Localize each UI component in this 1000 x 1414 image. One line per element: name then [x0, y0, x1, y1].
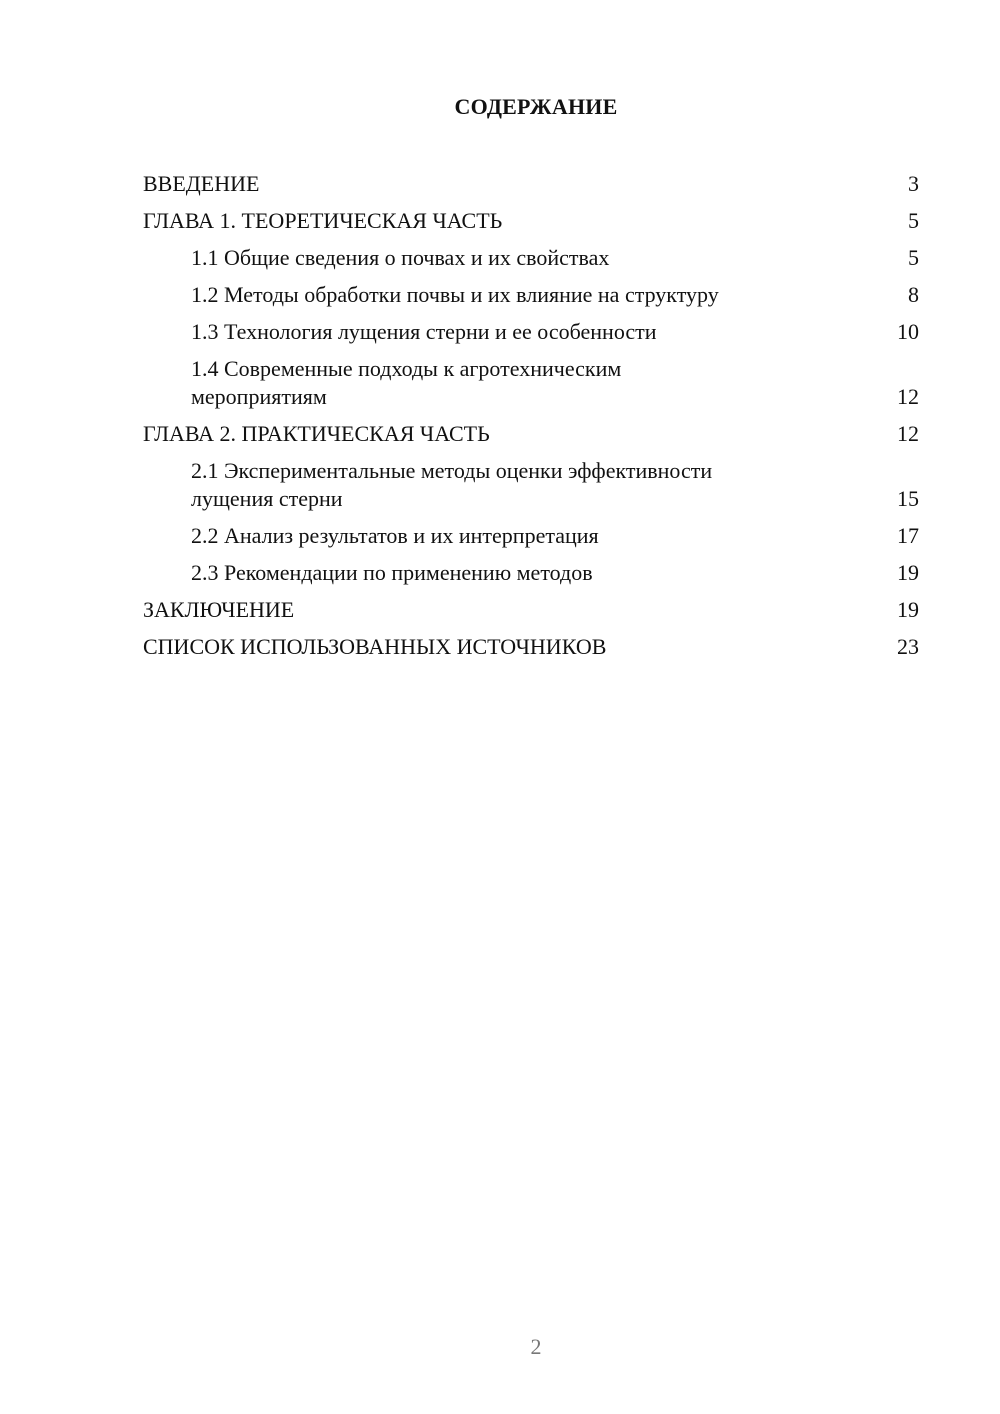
page-number: 2: [530, 1334, 542, 1359]
toc-entry-page: 8: [908, 282, 919, 307]
table-of-contents: [143, 170, 919, 670]
toc-entry-page: 5: [908, 208, 919, 233]
toc-entry-section-2-2: [143, 522, 919, 550]
toc-entry-references: [143, 633, 919, 661]
toc-entry-page: 12: [897, 421, 919, 446]
toc-entry-page: 12: [897, 384, 919, 409]
toc-entry-page: 17: [897, 523, 919, 548]
toc-entry-page: 5: [908, 245, 919, 270]
toc-entry-section-1-3: [143, 318, 919, 346]
toc-entry-page: 15: [897, 486, 919, 511]
toc-entry-label: ГЛАВА 1. ТЕОРЕТИЧЕСКАЯ ЧАСТЬ: [143, 208, 503, 233]
toc-entry-section-2-1: [143, 457, 919, 513]
toc-entry-label: 1.2 Методы обработки почвы и их влияние на структуру: [191, 282, 719, 307]
toc-title: СОДЕРЖАНИЕ: [454, 94, 618, 119]
toc-entry-label: 1.4 Современные подходы к агротехническим мероприятиям: [191, 356, 622, 409]
toc-entry-chapter-2: [143, 420, 919, 448]
toc-entry-page: 3: [908, 171, 919, 196]
toc-entry-label: 2.3 Рекомендации по применению методов: [191, 560, 593, 585]
toc-entry-conclusion: [143, 596, 919, 624]
toc-entry-section-1-4: [143, 355, 919, 411]
toc-entry-label: 1.1 Общие сведения о почвах и их свойствах: [191, 245, 610, 270]
toc-entry-section-1-1: [143, 244, 919, 272]
toc-entry-label: 2.1 Экспериментальные методы оценки эффективности лущения стерни: [191, 458, 713, 511]
toc-entry-page: 23: [897, 634, 919, 659]
toc-entry-section-1-2: [143, 281, 919, 309]
toc-entry-label: ВВЕДЕНИЕ: [143, 171, 260, 196]
toc-entry-chapter-1: [143, 207, 919, 235]
toc-entry-section-2-3: [143, 559, 919, 587]
toc-entry-label: 2.2 Анализ результатов и их интерпретация: [191, 523, 599, 548]
toc-entry-label: ГЛАВА 2. ПРАКТИЧЕСКАЯ ЧАСТЬ: [143, 421, 490, 446]
toc-entry-label: СПИСОК ИСПОЛЬЗОВАННЫХ ИСТОЧНИКОВ: [143, 634, 607, 659]
toc-entry-label: ЗАКЛЮЧЕНИЕ: [143, 597, 295, 622]
toc-entry-introduction: [143, 170, 919, 198]
toc-entry-page: 19: [897, 597, 919, 622]
toc-entry-label: 1.3 Технология лущения стерни и ее особенности: [191, 319, 657, 344]
toc-entry-page: 10: [897, 319, 919, 344]
toc-entry-page: 19: [897, 560, 919, 585]
